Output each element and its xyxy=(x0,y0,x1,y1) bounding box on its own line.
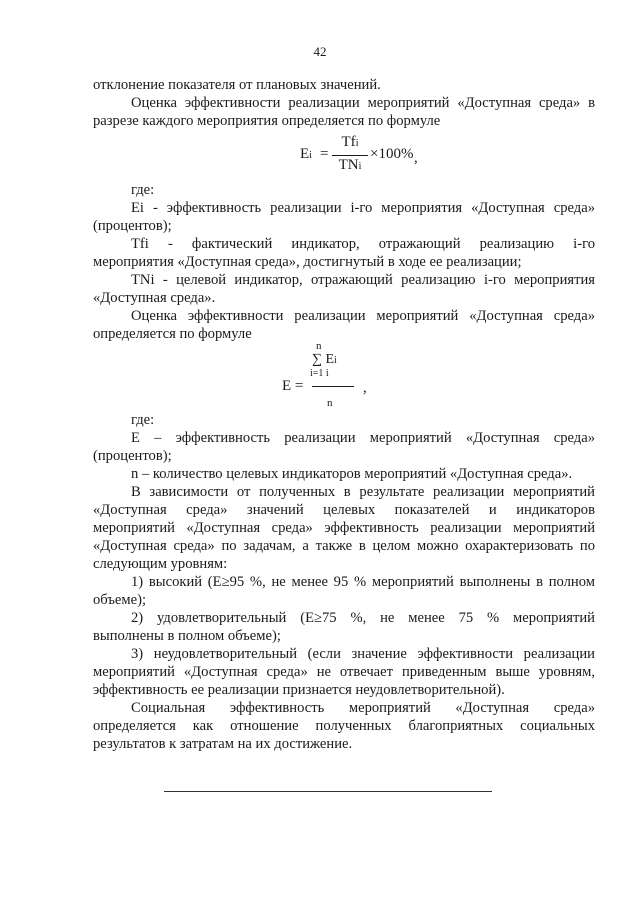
formula-lhs-sub: i xyxy=(309,150,312,161)
text-line: разрезе каждого мероприятия определяется по формуле xyxy=(93,113,441,129)
text-line: где: xyxy=(131,412,155,428)
text-line: Tfi - фактический индикатор, отражающий реализацию i-го xyxy=(131,236,595,252)
text-line: следующим уровням: xyxy=(93,556,228,572)
closing-rule xyxy=(164,791,492,792)
text-line: эффективность ее реализации признается неудовлетворительной). xyxy=(93,682,505,698)
formula-lhs: E xyxy=(300,146,310,162)
text-line: Социальная эффективность мероприятий «Доступная среда» xyxy=(131,700,595,716)
formula-num-sub: i xyxy=(355,138,359,149)
formula-equals: = xyxy=(320,146,329,162)
text-line: (процентов); xyxy=(93,448,172,464)
text-line: 3) неудовлетворительный (если значение эффективности реализации xyxy=(131,646,595,662)
text-line: «Доступная среда» значений целевых показателей и индикаторов xyxy=(93,502,595,518)
text-line: E – эффективность реализации мероприятий «Доступная среда» xyxy=(131,430,595,446)
formula-multiplier: ×100% xyxy=(370,146,414,162)
text-line: n – количество целевых индикаторов мероприятий «Доступная среда». xyxy=(131,466,573,482)
fraction-bar xyxy=(312,386,354,387)
sum-lower-limit: i=1 i xyxy=(310,368,329,379)
sum-upper-limit: n xyxy=(316,340,322,352)
formula-numerator: Tf xyxy=(341,134,356,150)
text-line: определяется как отношение полученных благоприятных социальных xyxy=(93,718,595,734)
sum-expression: ∑ E xyxy=(312,352,335,367)
text-line: Оценка эффективности реализации мероприятий «Доступная среда» в xyxy=(131,95,595,111)
text-line: мероприятий «Доступная среда» не отвечает приведенным выше уровням, xyxy=(93,664,595,680)
text-line: (процентов); xyxy=(93,218,172,234)
formula2-comma: , xyxy=(363,380,367,396)
text-line: 1) высокий (E≥95 %, не менее 95 % мероприятий выполнены в полном xyxy=(131,574,595,590)
text-line: где: xyxy=(131,182,155,198)
text-line: «Доступная среда» по задачам, а также в целом можно охарактеризовать по xyxy=(93,538,595,554)
formula2-denominator: n xyxy=(327,397,333,409)
text-line: TNi - целевой индикатор, отражающий реализацию i-го мероприятия xyxy=(131,272,595,288)
formula-overall-efficiency xyxy=(282,340,382,412)
text-line: Ei - эффективность реализации i-го мероприятия «Доступная среда» xyxy=(131,200,595,216)
sum-sub: i xyxy=(334,355,337,366)
text-line: выполнены в полном объеме); xyxy=(93,628,281,644)
formula2-lhs: E = xyxy=(282,378,304,394)
text-line: объеме); xyxy=(93,592,147,608)
formula-denominator: TN xyxy=(338,157,359,173)
text-line: В зависимости от полученных в результате реализации мероприятий xyxy=(131,484,595,500)
text-line: отклонение показателя от плановых значений. xyxy=(93,77,381,93)
formula-comma: , xyxy=(414,150,418,166)
text-line: мероприятий «Доступная среда» эффективность реализации мероприятий xyxy=(93,520,595,536)
text-line: определяется по формуле xyxy=(93,326,252,342)
fraction-bar xyxy=(332,155,368,156)
text-line: Оценка эффективности реализации мероприятий «Доступная среда» xyxy=(131,308,595,324)
text-line: 2) удовлетворительный (E≥75 %, не менее 75 % мероприятий xyxy=(131,610,595,626)
text-line: мероприятия «Доступная среда», достигнутый в ходе ее реализации; xyxy=(93,254,522,270)
formula-den-sub: i xyxy=(358,161,362,172)
text-line: результатов к затратам на их достижение. xyxy=(93,736,353,752)
formula-efficiency-per-measure xyxy=(300,134,430,182)
page-number: 42 xyxy=(313,44,327,59)
text-line: «Доступная среда». xyxy=(93,290,216,306)
